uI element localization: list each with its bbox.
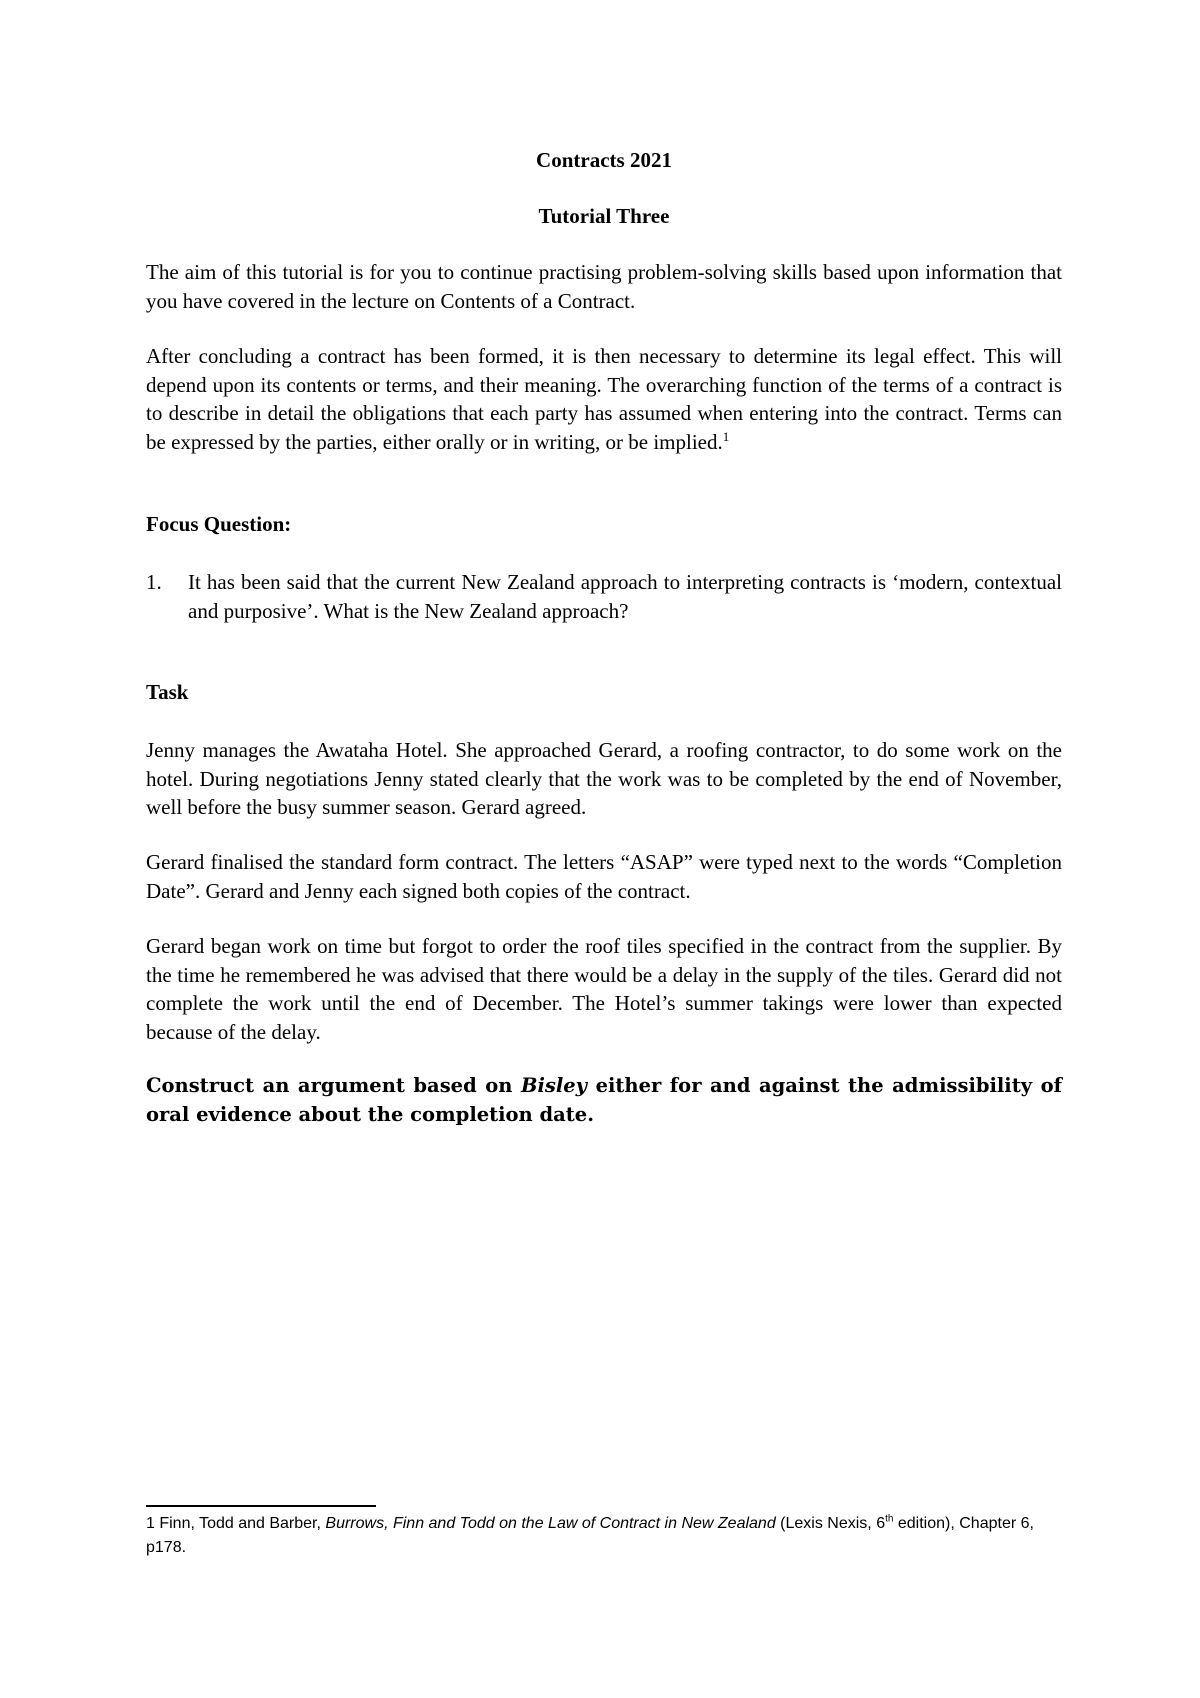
focus-question-heading: Focus Question:: [146, 512, 292, 536]
argument-instruction: [146, 1072, 1062, 1129]
question-text: It has been said that the current New Zealand approach to interpreting contracts is ‘modern, contextual and purposive’. What is the New Zealand approach?: [188, 570, 1062, 623]
terms-paragraph: [146, 342, 1062, 456]
argument-text-after: either for and against the admissibility of oral evidence about the completion date.: [146, 1074, 1062, 1126]
footnote-book-title: Burrows, Finn and Todd on the Law of Contract in New Zealand: [325, 1515, 776, 1532]
footnote-divider: [146, 1505, 376, 1507]
question-number: 1.: [146, 570, 162, 594]
document-subtitle: Tutorial Three: [538, 204, 670, 228]
footnote-edition-superscript: th: [885, 1513, 894, 1525]
task-paragraph-2: Gerard finalised the standard form contract. The letters “ASAP” were typed next to the words “Completion Date”. Gerard and Jenny each signed both copies of the contract.: [146, 850, 1062, 903]
document-title: Contracts 2021: [536, 148, 672, 172]
footnote: [146, 1512, 1062, 1560]
task-paragraph-3: Gerard began work on time but forgot to order the roof tiles specified in the contract from the supplier. By the time he remembered he was advised that there would be a delay in the supply of the tiles. Gerard did not complete the work until the end of December. The Hotel’s summer takings were lower than expected because of the delay.: [146, 934, 1062, 1044]
document-page: [146, 0, 1062, 1698]
footnote-reference: 1: [722, 428, 730, 444]
intro-paragraph: The aim of this tutorial is for you to continue practising problem-solving skills based upon information that you have covered in the lecture on Contents of a Contract.: [146, 260, 1062, 313]
argument-text-before: Construct an argument based on: [146, 1074, 521, 1097]
task-heading: Task: [146, 680, 189, 704]
footnote-number: 1: [146, 1515, 155, 1532]
case-name: Bisley: [521, 1074, 588, 1097]
task-paragraph-1: Jenny manages the Awataha Hotel. She approached Gerard, a roofing contractor, to do some work on the hotel. During negotiations Jenny stated clearly that the work was to be completed by the end of November, well before the busy summer season. Gerard agreed.: [146, 738, 1062, 819]
terms-paragraph-text: After concluding a contract has been formed, it is then necessary to determine its legal effect. This will depend upon its contents or terms, and their meaning. The overarching function of the terms of a contract is to describe in detail the obligations that each party has assumed when entering into the contract. Terms can be expressed by the parties, either orally or in writing, or be implied.: [146, 344, 1062, 454]
footnote-publisher: (Lexis Nexis, 6: [775, 1515, 886, 1532]
footnote-authors: Finn, Todd and Barber,: [154, 1515, 326, 1532]
footnote-rest: edition), Chapter 6, p178.: [146, 1515, 1034, 1556]
